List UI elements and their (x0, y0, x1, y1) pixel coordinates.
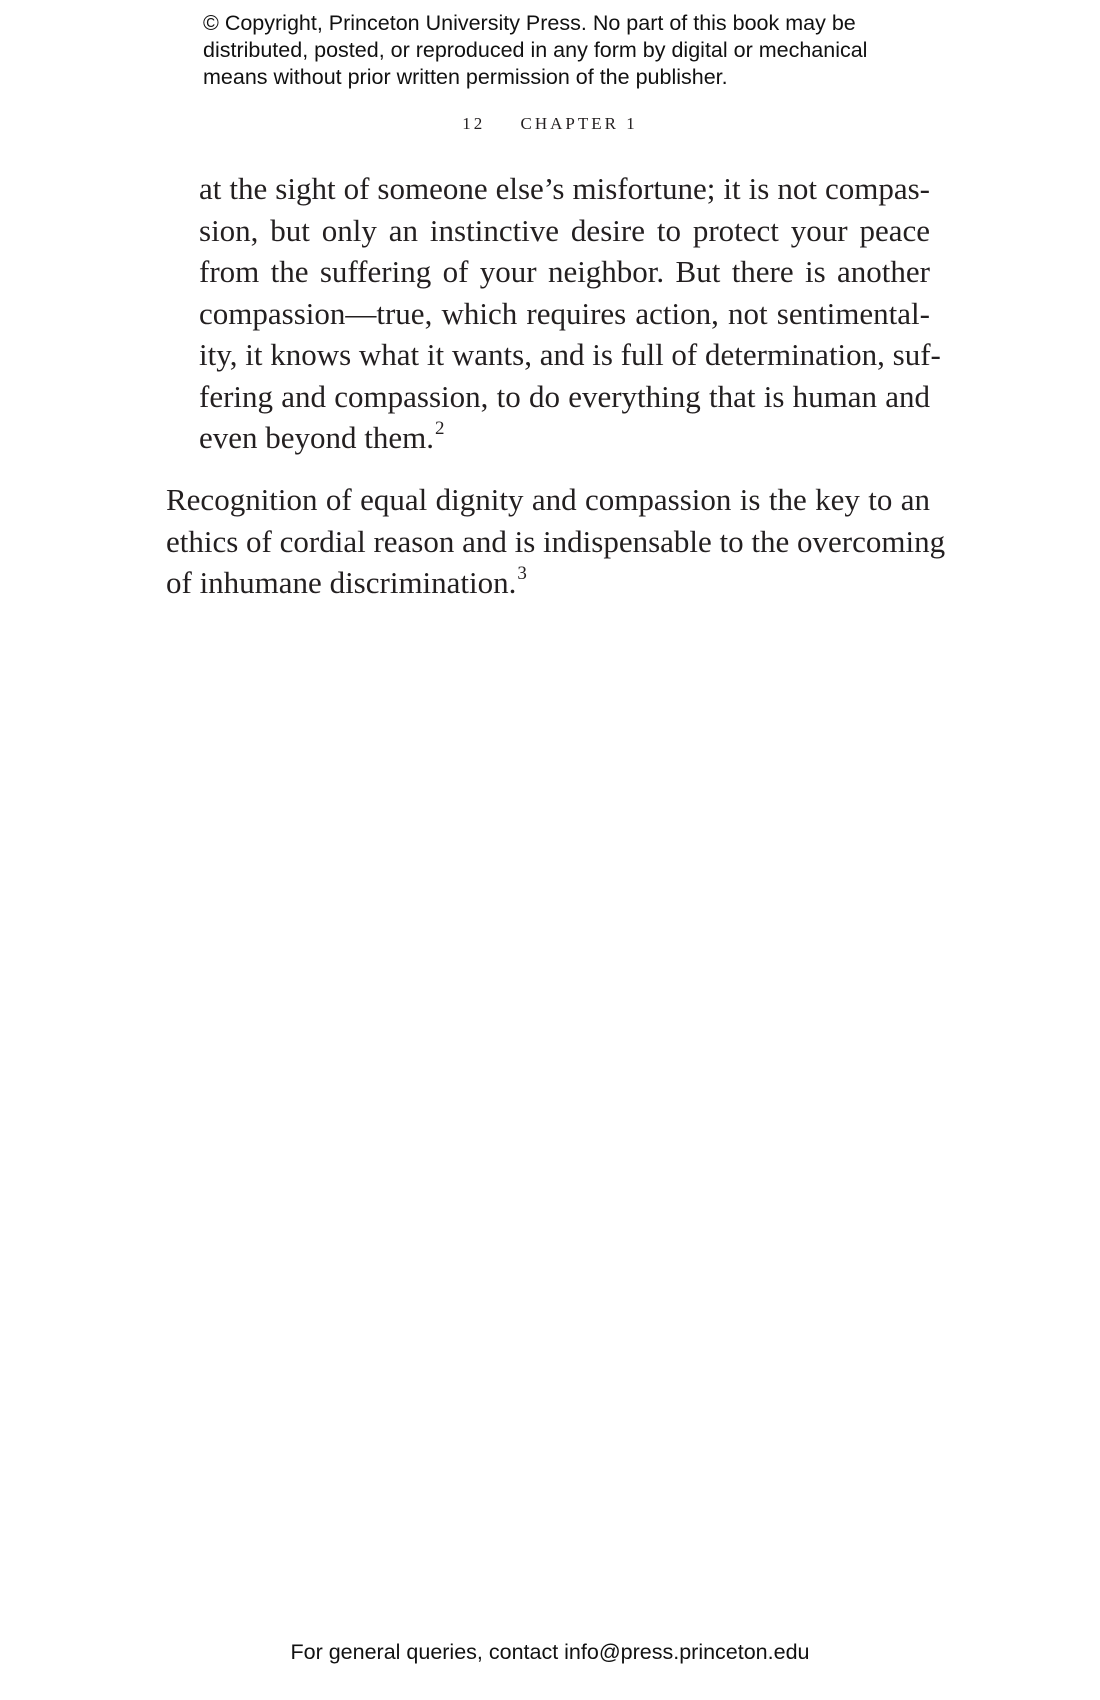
running-head (0, 114, 1100, 134)
copyright-line: © Copyright, Princeton University Press. No part of this book may be (203, 11, 856, 35)
quote-line: fering and compassion, to do everything that is human and (199, 378, 930, 414)
block-quote (199, 168, 941, 459)
copyright-line: means without prior written permission of the publisher. (203, 65, 728, 89)
copyright-notice (203, 10, 923, 91)
quote-line-text: even beyond them. (199, 420, 435, 455)
quote-line: compassion—true, which requires action, not sentimental- (199, 295, 930, 331)
footnote-ref[interactable]: 2 (435, 417, 445, 439)
footnote-ref[interactable]: 3 (517, 562, 527, 584)
body-paragraph (166, 479, 946, 604)
copyright-line: distributed, posted, or reproduced in any form by digital or mechanical (203, 38, 868, 62)
paragraph-line-last (166, 562, 930, 604)
paragraph-line-text: of inhumane discrimination. (166, 565, 517, 600)
paragraph-line: ethics of cordial reason and is indispensable to the overcoming (166, 523, 946, 559)
quote-line: from the suffering of your neighbor. But there is another (199, 254, 930, 289)
quote-line: sion, but only an instinctive desire to protect your peace (199, 212, 930, 248)
page-number: 12 (462, 114, 486, 133)
paragraph-line: Recognition of equal dignity and compassion is the key to an (166, 482, 930, 517)
quote-line-last (199, 417, 930, 459)
quote-line: ity, it knows what it wants, and is full of determination, suf- (199, 337, 941, 372)
quote-line: at the sight of someone else’s misfortune; it is not compas- (199, 171, 930, 206)
chapter-title: CHAPTER 1 (520, 114, 638, 133)
contact-footer: For general queries, contact info@press.princeton.edu (290, 1640, 810, 1664)
